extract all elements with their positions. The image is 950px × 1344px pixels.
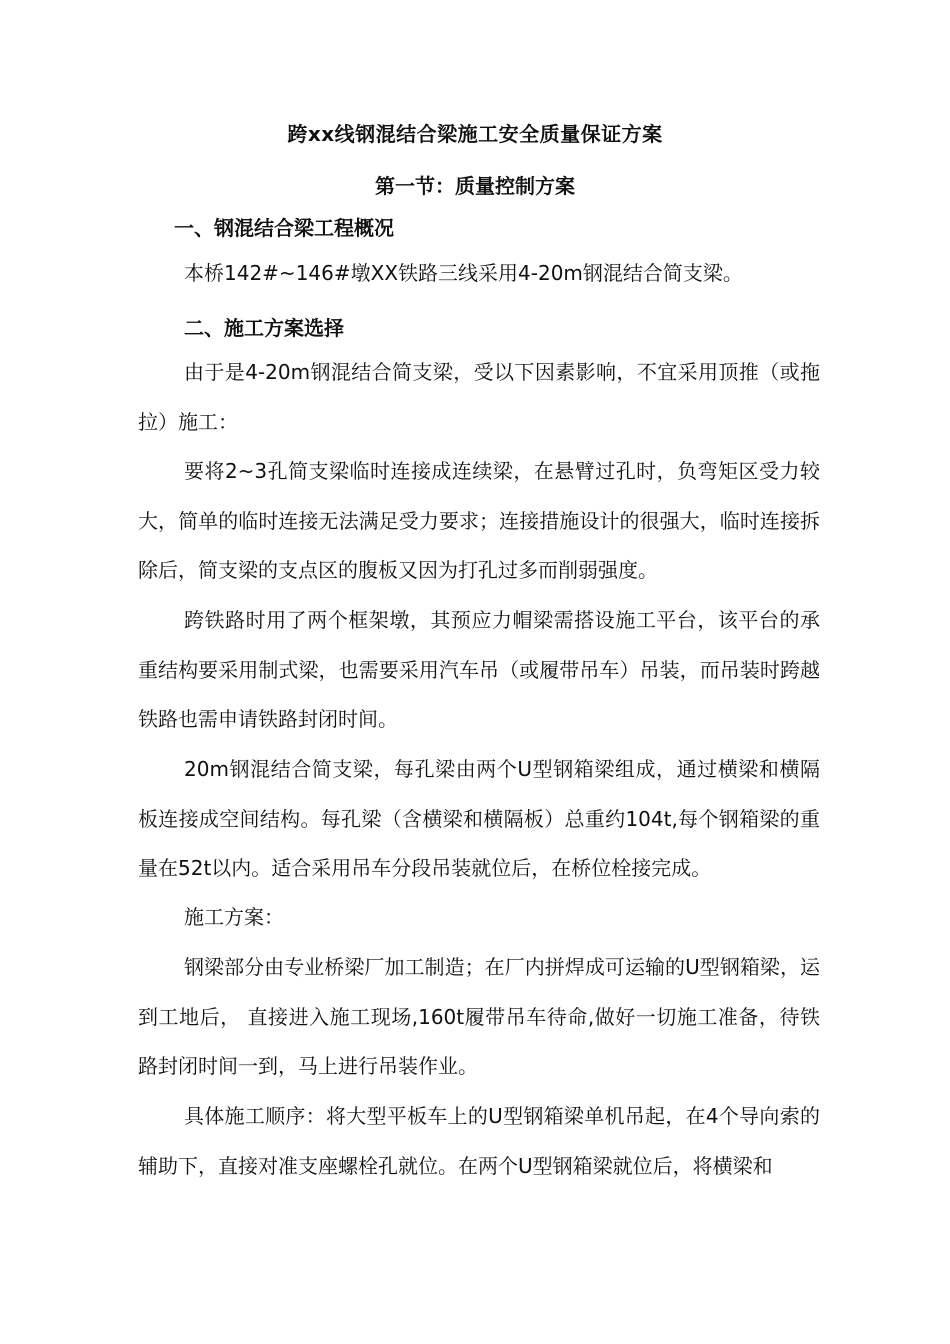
label-construction-plan: 施工方案： [184,905,284,929]
heading-plan-selection: 二、施工方案选择 [184,316,344,340]
heading-overview: 一、钢混结合梁工程概况 [174,216,394,240]
paragraph-frame-pier: 跨铁路时用了两个框架墩，其预应力帽梁需搭设施工平台，该平台的承重结构要采用制式梁，也需要采用汽车吊（或履带吊车）吊装，而吊装时跨越铁路也需申请铁路封闭时间。 [138,608,820,731]
paragraph-sequence: 具体施工顺序：将大型平板车上的U型钢箱梁单机吊起，在4个导向索的辅助下，直接对准支座螺栓孔就位。在两个U型钢箱梁就位后，将横梁和 [138,1104,820,1178]
paragraph-fabrication: 钢梁部分由专业桥梁厂加工制造；在厂内拼焊成可运输的U型钢箱梁，运到工地后， 直接进入施工现场,160t履带吊车待命,做好一切施工准备，待铁路封闭时间一到，马上进行吊装作业。 [138,955,820,1078]
paragraph-continuous-beam: 要将2~3孔简支梁临时连接成连续梁，在悬臂过孔时，负弯矩区受力较大，简单的临时连接无法满足受力要求；连接措施设计的很强大，临时连接拆除后，简支梁的支点区的腹板又因为打孔过多而削弱强度。 [138,459,820,582]
paragraph-overview: 本桥142#~146#墩XX铁路三线采用4-20m钢混结合简支梁。 [184,261,743,285]
paragraph-reason: 由于是4-20m钢混结合简支梁，受以下因素影响，不宜采用顶推（或拖拉）施工： [138,360,820,434]
section-heading: 第一节：质量控制方案 [375,174,575,198]
paragraph-beam-composition: 20m钢混结合简支梁，每孔梁由两个U型钢箱梁组成，通过横梁和横隔板连接成空间结构。每孔梁（含横梁和横隔板）总重约104t,每个钢箱梁的重量在52t以内。适合采用吊车分段吊装就位后，在桥位栓接完成。 [138,757,820,880]
document-title: 跨xx线钢混结合梁施工安全质量保证方案 [287,122,663,146]
